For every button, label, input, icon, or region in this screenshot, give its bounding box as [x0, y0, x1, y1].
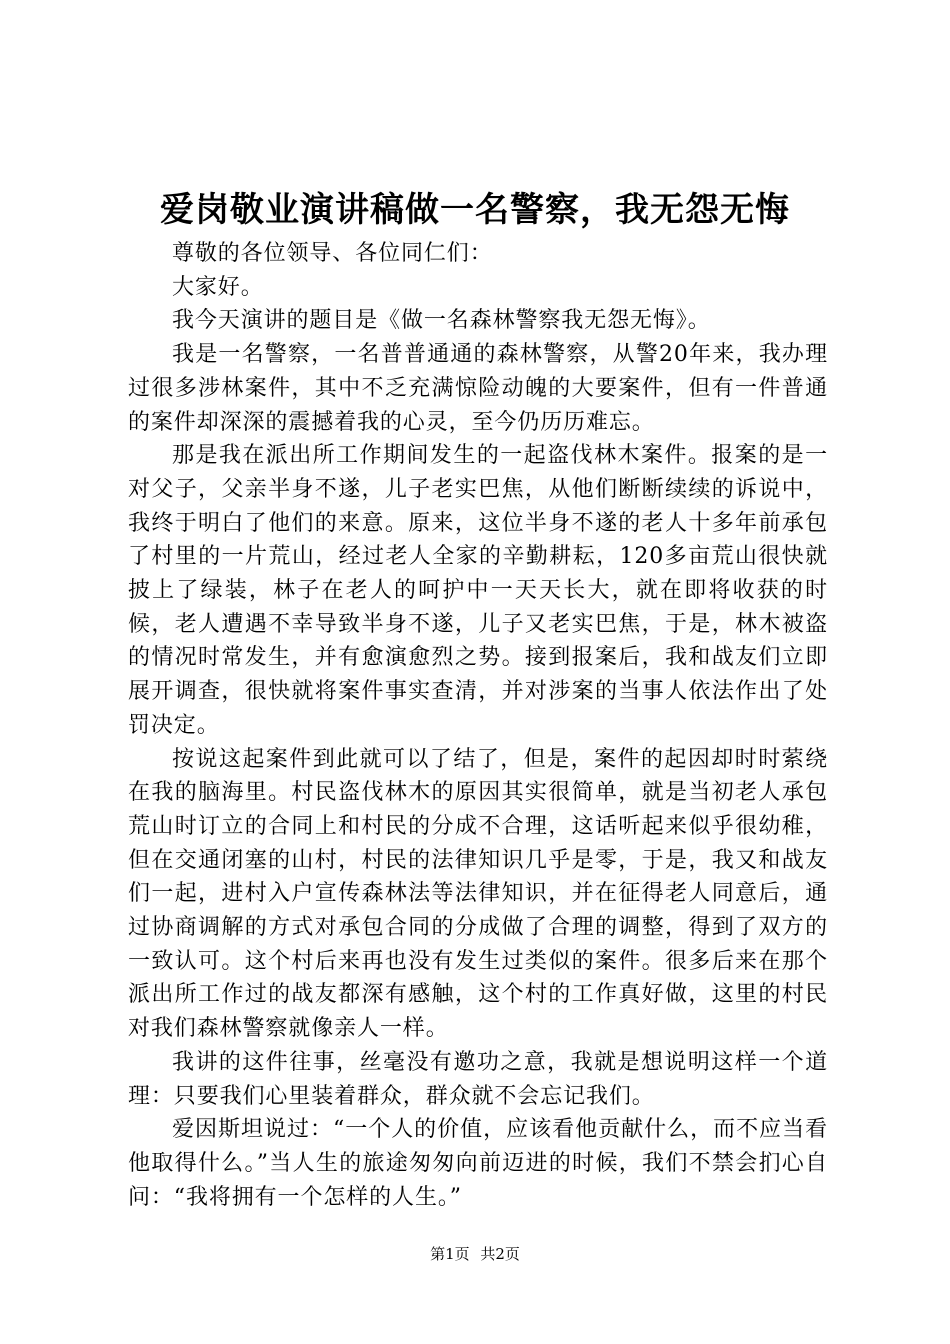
document-title: 爱岗敬业演讲稿做一名警察，我无怨无悔	[160, 190, 790, 230]
document-body	[128, 237, 828, 1214]
page-total: 共2页	[480, 1245, 520, 1263]
paragraph-quote: 爱因斯坦说过：“一个人的价值，应该看他贡献什么，而不应当看他取得什么。”当人生的旅途匆匆向前迈进的时候，我们不禁会扪心自问：“我将拥有一个怎样的人生。”	[128, 1117, 828, 1210]
paragraph-reflection: 我讲的这件往事，丝毫没有邀功之意，我就是想说明这样一个道理：只要我们心里装着群众，群众就不会忘记我们。	[128, 1049, 828, 1109]
paragraph-intro: 我是一名警察，一名普普通通的森林警察，从警20年来，我办理过很多涉林案件，其中不乏充满惊险动魄的大要案件，但有一件普通的案件却深深的震撼着我的心灵，至今仍历历难忘。	[128, 342, 828, 435]
page-footer	[0, 1244, 950, 1264]
salutation: 尊敬的各位领导、各位同仁们：	[172, 241, 493, 266]
page-number: 第1页	[430, 1245, 470, 1263]
greeting: 大家好。	[172, 274, 264, 300]
paragraph-case: 那是我在派出所工作期间发生的一起盗伐林木案件。报案的是一对父子，父亲半身不遂，儿子老实巴焦，从他们断断续续的诉说中，我终于明白了他们的来意。原来，这位半身不遂的老人十多年前承包了村里的一片荒山，经过老人全家的辛勤耕耘，120多亩荒山很快就披上了绿装，林子在老人的呵护中一天天长大，就在即将收获的时候，老人遭遇不幸导致半身不遂，儿子又老实巴焦，于是，林木被盗的情况时常发生，并有愈演愈烈之势。接到报案后，我和战友们立即展开调查，很快就将案件事实查清，并对涉案的当事人依法作出了处罚决定。	[128, 443, 828, 738]
paragraph-topic: 我今天演讲的题目是《做一名森林警察我无怨无悔》。	[172, 308, 711, 334]
paragraph-followup: 按说这起案件到此就可以了结了，但是，案件的起因却时时萦绕在我的脑海里。村民盗伐林木的原因其实很简单，就是当初老人承包荒山时订立的合同上和村民的分成不合理，这话听起来似乎很幼稚，但在交通闭塞的山村，村民的法律知识几乎是零，于是，我又和战友们一起，进村入户宣传森林法等法律知识，并在征得老人同意后，通过协商调解的方式对承包合同的分成做了合理的调整，得到了双方的一致认可。这个村后来再也没有发生过类似的案件。很多后来在那个派出所工作过的战友都深有感触，这个村的工作真好做，这里的村民对我们森林警察就像亲人一样。	[128, 746, 828, 1042]
